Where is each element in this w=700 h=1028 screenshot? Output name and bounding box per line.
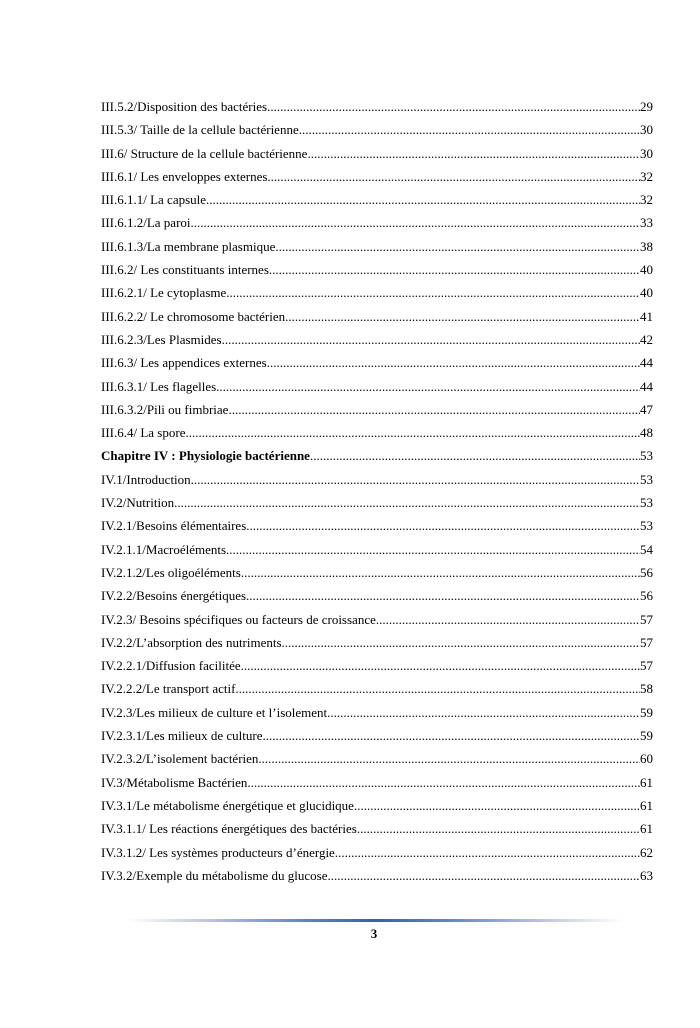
toc-entry-page: 56 <box>640 564 653 580</box>
table-of-contents <box>101 95 653 887</box>
toc-entry-label: IV.2.1/Besoins élémentaires <box>101 518 247 534</box>
toc-entry-page: 29 <box>640 99 653 114</box>
toc-entry[interactable] <box>101 561 653 584</box>
toc-entry[interactable] <box>101 631 653 654</box>
toc-entry-page: 30 <box>640 122 653 138</box>
toc-entry-label: III.6.3.1/ Les flagelles <box>101 378 217 394</box>
toc-entry-page: 44 <box>640 355 653 371</box>
toc-dot-leader <box>241 561 640 584</box>
footer-divider <box>127 919 623 922</box>
toc-entry[interactable] <box>101 421 653 444</box>
toc-entry-label: III.6.1.1/ La capsule <box>101 192 207 208</box>
toc-entry[interactable] <box>101 95 653 118</box>
toc-dot-leader <box>206 188 640 211</box>
toc-entry-label: IV.2.3/ Besoins spécifiques ou facteurs de croissance <box>101 611 376 627</box>
toc-entry-page: 61 <box>640 821 653 837</box>
toc-dot-leader <box>275 235 640 258</box>
toc-entry-label: IV.2/Nutrition <box>101 495 175 511</box>
toc-entry-label: IV.2.2/L’absorption des nutriments <box>101 634 282 650</box>
toc-dot-leader <box>216 375 640 398</box>
toc-dot-leader <box>185 421 640 444</box>
toc-dot-leader <box>354 794 640 817</box>
toc-entry-page: 47 <box>640 401 653 417</box>
toc-entry-label: III.6.1.2/La paroi <box>101 215 191 231</box>
toc-entry-label: IV.2.3.1/Les milieux de culture <box>101 728 263 744</box>
toc-dot-leader <box>269 258 640 281</box>
toc-entry-label: III.6.2.1/ Le cytoplasme <box>101 285 227 301</box>
toc-entry-page: 61 <box>640 774 653 790</box>
toc-entry-label: III.6.2.2/ Le chromosome bactérien <box>101 308 286 324</box>
toc-dot-leader <box>267 95 640 118</box>
toc-entry-label: III.6.1/ Les enveloppes externes <box>101 168 268 184</box>
toc-entry[interactable] <box>101 328 653 351</box>
toc-dot-leader <box>267 351 640 374</box>
toc-entry[interactable] <box>101 724 653 747</box>
toc-entry-label: III.5.3/ Taille de la cellule bactérienne <box>101 122 299 138</box>
toc-entry[interactable] <box>101 235 653 258</box>
toc-dot-leader <box>360 817 640 840</box>
toc-entry-page: 57 <box>640 658 653 674</box>
toc-entry-label: III.6.2/ Les constituants internes <box>101 262 269 278</box>
toc-entry-label: IV.2.3.2/L’isolement bactérien <box>101 751 259 767</box>
toc-entry[interactable] <box>101 305 653 328</box>
toc-dot-leader <box>328 864 641 887</box>
toc-entry-label: IV.3.1.2/ Les systèmes producteurs d’énergie <box>101 844 335 860</box>
toc-entry-page: 48 <box>640 425 653 441</box>
toc-entry-page: 53 <box>640 518 653 534</box>
toc-entry-page: 60 <box>640 751 653 767</box>
toc-dot-leader <box>235 677 640 700</box>
toc-entry-page: 57 <box>640 634 653 650</box>
toc-entry[interactable] <box>101 747 653 770</box>
toc-entry-page: 59 <box>640 704 653 720</box>
toc-dot-leader <box>376 608 640 631</box>
toc-entry[interactable] <box>101 584 653 607</box>
toc-dot-leader <box>327 701 640 724</box>
toc-dot-leader <box>226 538 640 561</box>
toc-dot-leader <box>246 514 640 537</box>
toc-entry-label: IV.3/Métabolisme Bactérien <box>101 774 248 790</box>
toc-entry-page: 41 <box>640 308 653 324</box>
toc-dot-leader <box>174 491 640 514</box>
toc-dot-leader <box>247 771 640 794</box>
toc-entry-page: 53 <box>640 471 653 487</box>
toc-entry-page: 54 <box>640 541 653 557</box>
toc-dot-leader <box>299 118 640 141</box>
toc-entry-label: III.6/ Structure de la cellule bactérienne <box>101 145 308 161</box>
toc-entry-label: III.6.4/ La spore <box>101 425 186 441</box>
toc-entry-label: IV.2.3/Les milieux de culture et l’isolement <box>101 704 328 720</box>
toc-dot-leader <box>307 142 640 165</box>
toc-entry-label: Chapitre IV : Physiologie bactérienne <box>101 448 310 464</box>
toc-entry[interactable] <box>101 398 653 421</box>
toc-dot-leader <box>258 747 640 770</box>
toc-entry-label: III.6.1.3/La membrane plasmique <box>101 238 276 254</box>
toc-dot-leader <box>226 281 640 304</box>
toc-entry[interactable] <box>101 468 653 491</box>
toc-entry-label: III.6.3/ Les appendices externes <box>101 355 267 371</box>
toc-dot-leader <box>191 211 640 234</box>
toc-chapter-entry[interactable] <box>101 444 653 467</box>
toc-entry[interactable] <box>101 375 653 398</box>
toc-entry-page: 44 <box>640 378 653 394</box>
toc-entry-label: IV.2.2.2/Le transport actif <box>101 681 236 697</box>
toc-entry[interactable] <box>101 165 653 188</box>
toc-dot-leader <box>263 724 640 747</box>
toc-entry[interactable] <box>101 817 653 840</box>
toc-dot-leader <box>282 631 640 654</box>
toc-dot-leader <box>310 444 640 467</box>
toc-entry-page: 61 <box>640 797 653 813</box>
toc-entry[interactable] <box>101 864 653 887</box>
toc-dot-leader <box>191 468 640 491</box>
toc-entry-page: 63 <box>640 867 653 883</box>
toc-entry-label: IV.3.2/Exemple du métabolisme du glucose <box>101 867 328 883</box>
toc-entry[interactable] <box>101 677 653 700</box>
toc-entry[interactable] <box>101 538 653 561</box>
toc-entry-page: 30 <box>640 145 653 161</box>
toc-entry-label: IV.2.2/Besoins énergétiques <box>101 588 247 604</box>
toc-entry-label: IV.3.1.1/ Les réactions énergétiques des bactéries. <box>101 821 361 837</box>
toc-entry-label: IV.2.1.2/Les oligoéléments <box>101 564 241 580</box>
toc-entry-page: 59 <box>640 728 653 744</box>
toc-entry[interactable] <box>101 281 653 304</box>
toc-entry-page: 40 <box>640 285 653 301</box>
toc-entry[interactable] <box>101 771 653 794</box>
toc-entry[interactable] <box>101 654 653 677</box>
toc-entry-page: 53 <box>640 448 653 464</box>
toc-entry[interactable] <box>101 608 653 631</box>
toc-entry-page: 56 <box>640 588 653 604</box>
toc-entry[interactable] <box>101 188 653 211</box>
toc-dot-leader <box>285 305 640 328</box>
toc-entry-label: III.5.2/Disposition des bactéries <box>101 99 268 114</box>
toc-dot-leader <box>228 398 640 421</box>
toc-entry[interactable] <box>101 351 653 374</box>
toc-entry[interactable] <box>101 211 653 234</box>
toc-entry[interactable] <box>101 514 653 537</box>
toc-dot-leader <box>335 841 640 864</box>
toc-entry-label: IV.2.2.1/Diffusion facilitée <box>101 658 241 674</box>
toc-entry[interactable] <box>101 841 653 864</box>
page-number: 3 <box>370 926 378 941</box>
toc-entry-page: 33 <box>640 215 653 231</box>
toc-entry-page: 53 <box>640 495 653 511</box>
toc-entry-page: 58 <box>640 681 653 697</box>
toc-dot-leader <box>222 328 640 351</box>
toc-entry[interactable] <box>101 794 653 817</box>
toc-dot-leader <box>267 165 640 188</box>
toc-entry[interactable] <box>101 701 653 724</box>
toc-entry-label: III.6.3.2/Pili ou fimbriae <box>101 401 229 417</box>
toc-entry[interactable] <box>101 118 653 141</box>
toc-entry-page: 32 <box>640 192 653 208</box>
toc-entry[interactable] <box>101 491 653 514</box>
toc-entry-page: 42 <box>640 331 653 347</box>
toc-entry-label: IV.3.1/Le métabolisme énergétique et glucidique <box>101 797 354 813</box>
toc-entry-page: 62 <box>640 844 653 860</box>
toc-entry[interactable] <box>101 258 653 281</box>
toc-entry-page: 32 <box>640 168 653 184</box>
toc-dot-leader <box>246 584 640 607</box>
toc-entry-page: 40 <box>640 262 653 278</box>
toc-entry-label: III.6.2.3/Les Plasmides <box>101 331 222 347</box>
toc-entry-label: IV.2.1.1/Macroéléments <box>101 541 227 557</box>
toc-dot-leader <box>241 654 640 677</box>
toc-entry[interactable] <box>101 142 653 165</box>
toc-entry-page: 57 <box>640 611 653 627</box>
toc-entry-page: 38 <box>640 238 653 254</box>
toc-entry-label: IV.1/Introduction <box>101 471 191 487</box>
